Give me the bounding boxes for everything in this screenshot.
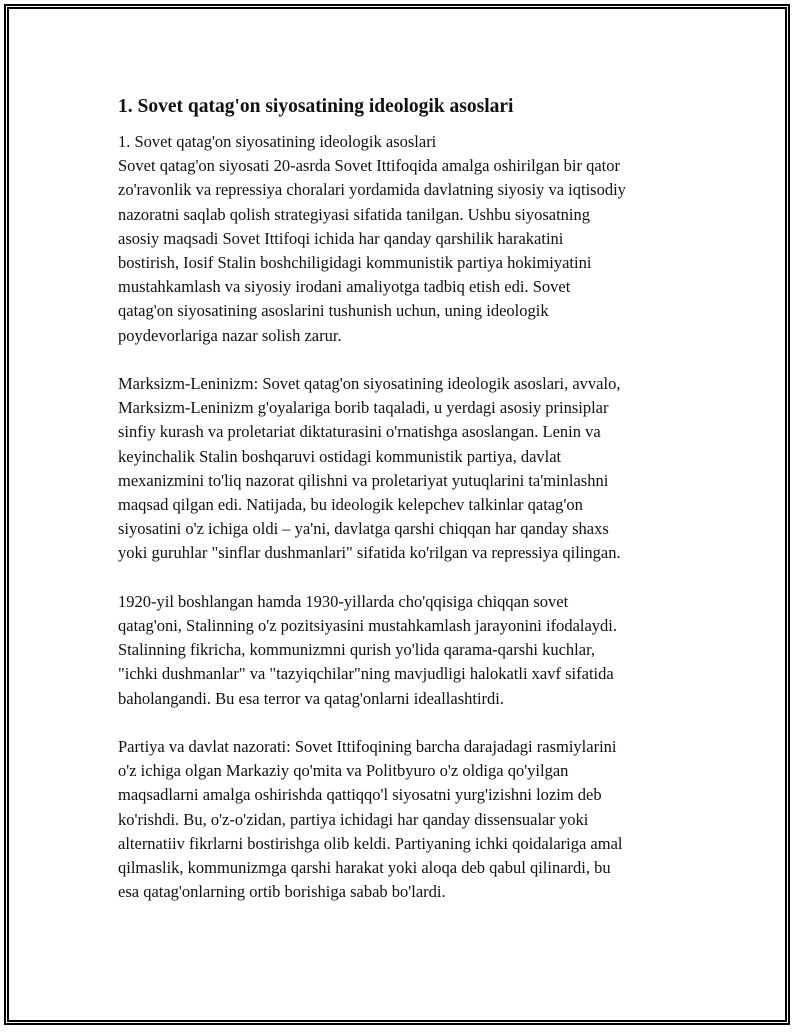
text-line: nazoratni saqlab qolish strategiyasi sifatida tanilgan. Ushbu siyosatning [118,204,590,224]
text-line: sinfiy kurash va proletariat diktaturasini o'rnatishga asoslangan. Lenin va [118,422,601,442]
text-line: poydevorlariga nazar solish zarur. [118,325,342,345]
paragraph-intro [118,130,698,348]
text-line: Marksizm-Leninizm: Sovet qatag'on siyosatining ideologik asoslari, avvalo, [118,374,621,394]
text-line: ko'rishdi. Bu, o'z-o'zidan, partiya ichidagi har qanday dissensualar yoki [118,809,589,829]
paragraph-stalin-period [118,590,698,711]
text-line: Marksizm-Leninizm g'oyalariga borib taqaladi, u yerdagi asosiy prinsiplar [118,398,609,418]
text-line: zo'ravonlik va repressiya choralari yordamida davlatning siyosiy va iqtisodiy [118,180,626,200]
text-line: 1920-yil boshlangan hamda 1930-yillarda cho'qqisiga chiqqan sovet [118,591,569,611]
paragraph-party-control [118,735,698,904]
document-title: 1. Sovet qatag'on siyosatining ideologik asoslari [118,96,514,117]
text-line: asosiy maqsadi Sovet Ittifoqi ichida har qanday qarshilik harakatini [118,228,564,248]
text-line: mustahkamlash va siyosiy irodani amaliyotga tadbiq etish edi. Sovet [118,277,571,297]
text-line: alternatiiv fikrlarni bostirishga olib keldi. Partiyaning ichki qoidalariga amal [118,833,623,853]
document-body [118,95,698,929]
text-line: qilmaslik, kommunizmga qarshi harakat yoki aloqa deb qabul qilinardi, bu [118,858,611,878]
text-line: keyinchalik Stalin boshqaruvi ostidagi kommunistik partiya, davlat [118,446,562,466]
text-line: qatag'oni, Stalinning o'z pozitsiyasini mustahkamlash jarayonini ifodalaydi. [118,616,618,636]
text-line: mexanizmini to'liq nazorat qilishni va proletariyat yutuqlarini ta'minlashni [118,470,609,490]
text-line: 1. Sovet qatag'on siyosatining ideologik asoslari [118,132,437,151]
text-line: baholangandi. Bu esa terror va qatag'onlarni ideallashtirdi. [118,688,505,708]
text-line: o'z ichiga olgan Markaziy qo'mita va Politbyuro o'z oldiga qo'yilgan [118,761,569,781]
text-line: yoki guruhlar "sinflar dushmanlari" sifatida ko'rilgan va repressiya qilingan. [118,543,621,563]
text-line: Partiya va davlat nazorati: Sovet Ittifoqining barcha darajadagi rasmiylarini [118,737,617,757]
text-line: maqsadlarni amalga oshirishda qattiqqo'l siyosatni yurg'izishni lozim deb [118,785,602,805]
text-line: siyosatini o'z ichiga oldi – ya'ni, davlatga qarshi chiqqan har qanday shaxs [118,519,609,539]
text-line: bostirish, Iosif Stalin boshchiligidagi kommunistik partiya hokimiyatini [118,253,592,273]
text-line: maqsad qilgan edi. Natijada, bu ideologik kelepchev talkinlar qatag'on [118,495,583,515]
text-line: "ichki dushmanlar" va "tazyiqchilar"ning mavjudligi halokatli xavf sifatida [118,664,614,684]
text-line: qatag'on siyosatining asoslarini tushunish uchun, uning ideologik [118,301,549,321]
paragraph-marxism-leninism [118,372,698,566]
text-line: esa qatag'onlarning ortib borishiga sabab bo'lardi. [118,882,446,902]
text-line: Stalinning fikricha, kommunizmni qurish yo'lida qarama-qarshi kuchlar, [118,640,596,660]
text-line: Sovet qatag'on siyosati 20-asrda Sovet Ittifoqida amalga oshirilgan bir qator [118,156,620,176]
